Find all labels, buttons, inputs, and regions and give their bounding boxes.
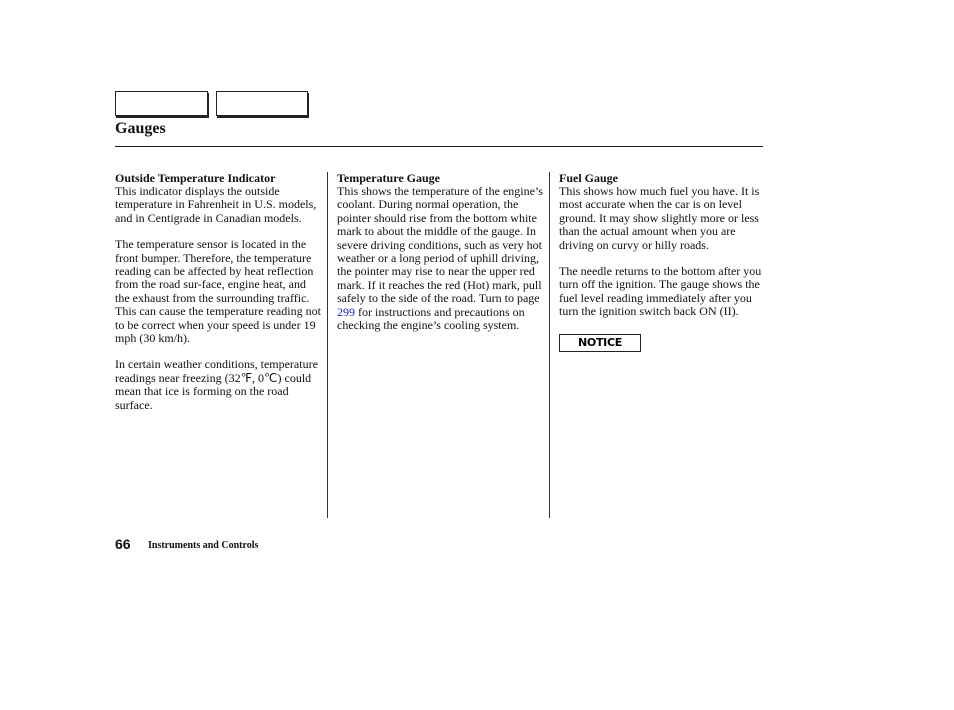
notice-badge: NOTICE xyxy=(559,334,641,352)
nav-previous-button[interactable] xyxy=(115,91,208,116)
column-fuel-gauge xyxy=(559,171,767,352)
outside-temperature-paragraph-3: In certain weather conditions, temperature readings near freezing (32℉, 0℃) could mean that ice is forming on the road surface. xyxy=(115,357,318,412)
page-299-link[interactable]: 299 xyxy=(337,304,355,319)
temperature-gauge-text-after-link: for instructions and precautions on checking the engine’s cooling system. xyxy=(337,304,525,333)
fuel-gauge-heading: Fuel Gauge xyxy=(559,171,618,185)
outside-temperature-paragraph-2: The temperature sensor is located in the front bumper. Therefore, the temperature reading can be affected by heat reflection from the road sur-face, engine heat, and the exhaust from the surrounding traffic. This can cause the temperature reading not to be correct when your speed is under 19 mph (30 km/h). xyxy=(115,237,321,346)
temperature-gauge-heading: Temperature Gauge xyxy=(337,171,440,185)
column-temperature-gauge xyxy=(337,171,547,345)
outside-temperature-heading: Outside Temperature Indicator xyxy=(115,171,276,185)
temperature-gauge-paragraph xyxy=(337,185,547,332)
temperature-gauge-text-before-link: This shows the temperature of the engine’s coolant. During normal operation, the pointer should rise from the bottom white mark to about the middle of the gauge. In severe driving conditions, such as very hot weather or a long period of uphill driving, the pointer may rise to near the upper red mark. If it reaches the red (Hot) mark, pull safely to the side of the road. Turn to page xyxy=(337,184,543,306)
column-divider xyxy=(327,172,328,518)
fuel-gauge-paragraph-1: This shows how much fuel you have. It is most accurate when the car is on level ground. It may show slightly more or less than the actual amount when you are driving on curvy or hilly roads. xyxy=(559,184,760,252)
column-divider xyxy=(549,172,550,518)
page-title: Gauges xyxy=(115,120,166,137)
section-name: Instruments and Controls xyxy=(148,540,259,551)
column-outside-temperature xyxy=(115,171,321,425)
title-divider xyxy=(115,146,763,147)
fuel-gauge-paragraph-2: The needle returns to the bottom after you turn off the ignition. The gauge shows the fuel level reading immediately after you turn the ignition switch back ON (II). xyxy=(559,264,762,319)
nav-next-button[interactable] xyxy=(216,91,308,116)
outside-temperature-paragraph-1: This indicator displays the outside temperature in Fahrenheit in U.S. models, and in Centigrade in Canadian models. xyxy=(115,184,317,225)
page-number: 66 xyxy=(115,536,131,552)
